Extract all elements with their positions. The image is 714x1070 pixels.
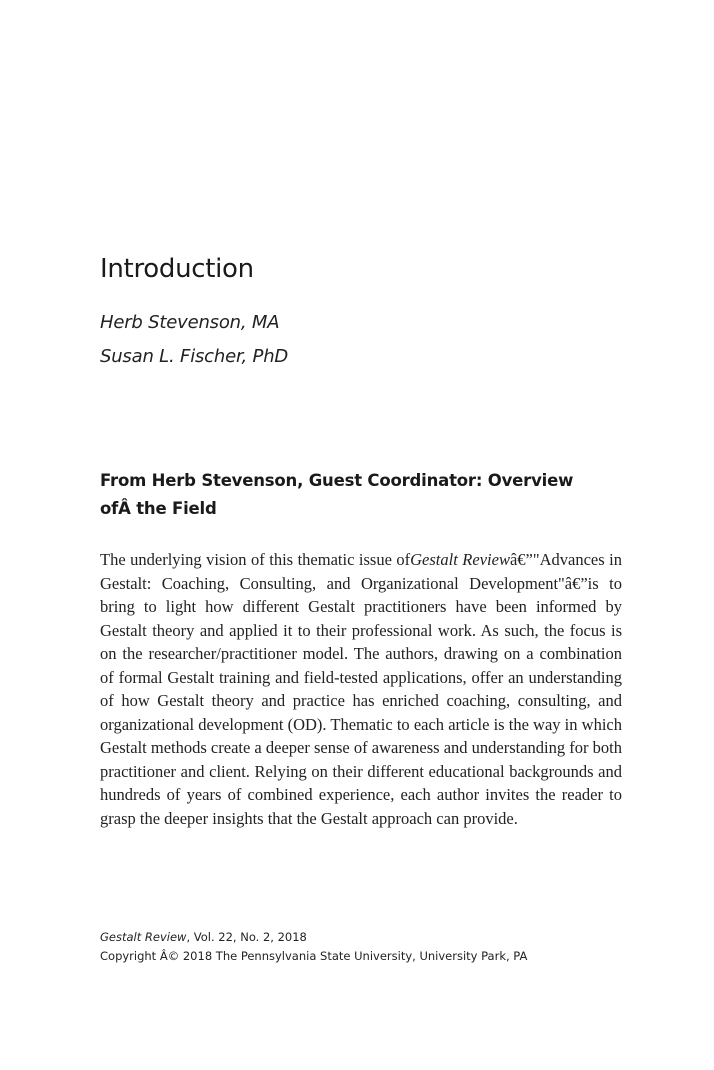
journal-name-italic: Gestalt Review	[410, 550, 510, 569]
footer-citation: , Vol. 22, No. 2, 2018	[186, 930, 307, 944]
body-paragraph	[100, 548, 622, 830]
citation-line	[100, 928, 660, 947]
section-heading: From Herb Stevenson, Guest Coordinator: Overview ofÂ the Field	[100, 471, 574, 518]
copyright-line: Copyright Â© 2018 The Pennsylvania State University, University Park, PA	[100, 949, 528, 963]
paragraph-body: â€”"Advances in Gestalt: Coaching, Consulting, and Organizational Development"â€”is to bring to light how different Gestalt practitioners have been informed by Gestalt theory and applied it to their professional work. As such, the focus is on the researcher/practitioner model. The authors, drawing on a combination of formal Gestalt training and field-tested applications, offer an understanding of how Gestalt theory and practice has enriched coaching, consulting, and organizational development (OD). Thematic to each article is the way in which Gestalt methods create a deeper sense of awareness and understanding for both practitioner and client. Relying on their different educational backgrounds and hundreds of years of combined experience, each author invites the reader to grasp the deeper insights that the Gestalt approach can provide.	[100, 550, 622, 828]
page-footer	[100, 928, 660, 966]
paragraph-lead: The underlying vision of this thematic issue of	[100, 550, 411, 569]
author-name: Susan L. Fischer, PhD	[100, 346, 289, 367]
author-name: Herb Stevenson, MA	[100, 312, 280, 333]
article-title: Introduction	[100, 254, 254, 284]
footer-journal-name: Gestalt Review	[100, 930, 187, 944]
